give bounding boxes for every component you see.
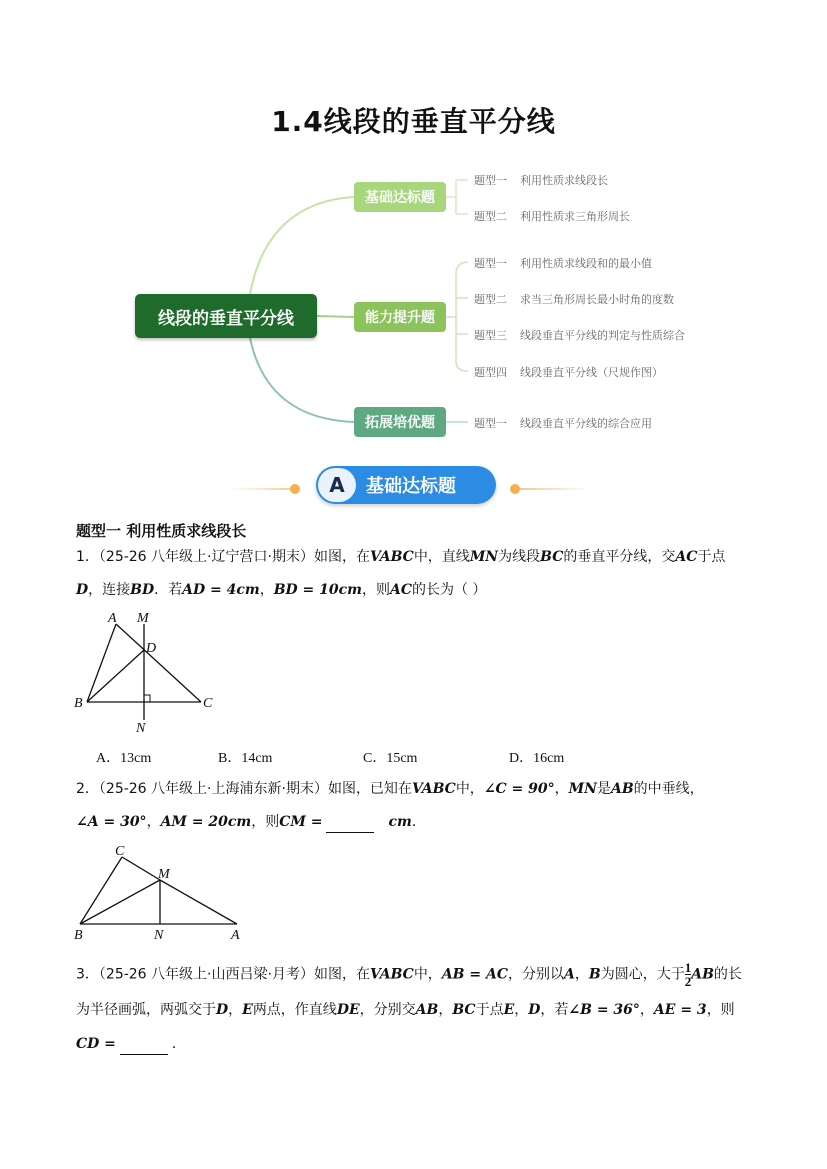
label-B: B [74,928,83,943]
mindmap-leaf: 题型一 线段垂直平分线的综合应用 [474,417,652,430]
question-3-line-3: CD = ． [76,1034,186,1055]
label-B: B [74,696,83,711]
label-D: D [146,641,157,656]
mindmap-leaf: 题型一 利用性质求线段长 [474,174,608,187]
option-b[interactable]: B．14cm [218,751,273,766]
question-2-figure [70,840,250,945]
label-C: C [115,844,125,859]
question-3-line-1: 3．（25-26 八年级上·山西吕梁·月考）如图，在VABC中，AB = AC，分别以A，B为圆心，大于 $\frac{1}{2}$ AB的长 [76,960,742,989]
label-N: N [136,721,146,736]
mindmap-branch-basic: 基础达标题 [354,182,446,212]
label-A: A [108,611,117,626]
option-d[interactable]: D．16cm [509,751,565,766]
mindmap-leaf: 题型三 线段垂直平分线的判定与性质综合 [474,329,685,342]
mindmap-leaf: 题型二 利用性质求三角形周长 [474,210,630,223]
label-C: C [203,696,213,711]
banner-text: 基础达标题 [366,476,456,497]
question-2-line-1: 2．（25-26 八年级上·上海浦东新·期末）如图，已知在VABC中，∠C = 90°，MN是AB的中垂线， [76,781,704,797]
label-M: M [137,611,149,626]
question-1-figure [70,606,230,736]
banner-line-right [520,488,590,490]
label-N: N [154,928,164,943]
question-1-line-2: D，连接BD．若AD = 4cm，BD = 10cm，则AC的长为（ ） [76,582,487,598]
question-1-line-1: 1．（25-26 八年级上·辽宁营口·期末）如图，在VABC中，直线MN为线段BC的垂直平分线，交AC于点 [76,549,726,565]
option-c[interactable]: C．15cm [363,751,418,766]
banner-dot-right [510,484,520,494]
mindmap-leaf: 题型四 线段垂直平分线（尺规作图） [474,366,663,379]
mindmap-branch-advanced: 能力提升题 [354,302,446,332]
label-M: M [158,867,170,882]
question-2-line-2: ∠A = 30°，AM = 20cm，则CM = cm． [76,812,426,833]
banner-dot-left [290,484,300,494]
option-a[interactable]: A．13cm [96,751,152,766]
mindmap-root: 线段的垂直平分线 [135,294,317,338]
answer-blank-cm[interactable] [326,812,374,833]
mindmap-branch-extension: 拓展培优题 [354,407,446,437]
mindmap-connectors [0,0,827,460]
section-title: 题型一 利用性质求线段长 [76,522,247,540]
label-A: A [231,928,240,943]
answer-blank-cd[interactable] [120,1034,168,1055]
mindmap-leaf: 题型二 求当三角形周长最小时角的度数 [474,293,674,306]
question-3-line-2: 为半径画弧，两弧交于D，E两点，作直线DE，分别交AB，BC于点E，D，若∠B = 36°，AE = 3，则 [76,1002,735,1018]
fraction-one-half: $\frac{1}{2}$ [684,960,692,989]
mindmap-leaf: 题型一 利用性质求线段和的最小值 [474,257,652,270]
page-title: 1.4线段的垂直平分线 [271,105,556,138]
banner-letter: A [318,468,356,502]
